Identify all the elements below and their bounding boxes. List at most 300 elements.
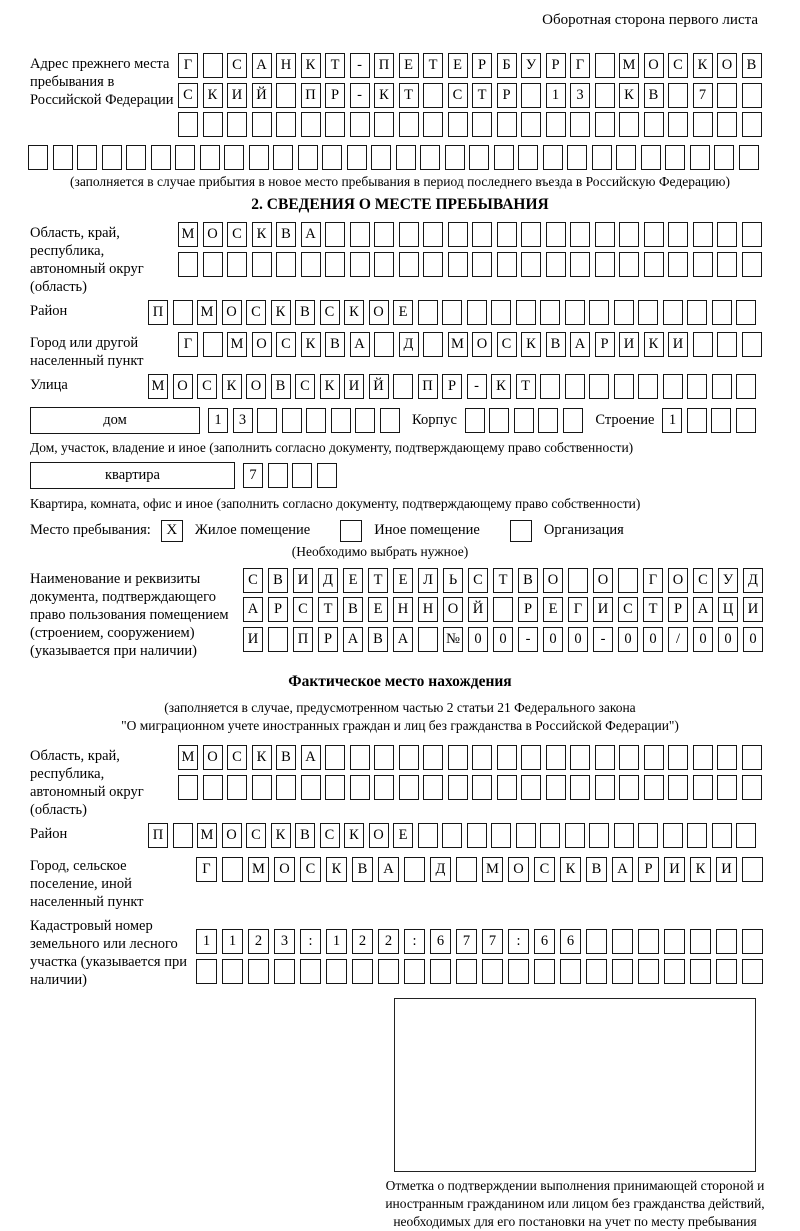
char-cell[interactable]	[589, 823, 609, 848]
char-cell[interactable]: Ц	[718, 597, 738, 622]
char-cell[interactable]	[508, 959, 529, 984]
char-cell[interactable]	[28, 145, 48, 170]
char-cell[interactable]: О	[222, 823, 242, 848]
char-cell[interactable]	[325, 112, 345, 137]
char-cell[interactable]	[494, 145, 514, 170]
char-cell[interactable]: И	[664, 857, 685, 882]
char-cell[interactable]	[546, 745, 566, 770]
char-cell[interactable]	[712, 374, 732, 399]
char-cell[interactable]	[717, 112, 737, 137]
char-cell[interactable]	[560, 959, 581, 984]
char-cell[interactable]: О	[274, 857, 295, 882]
char-cell[interactable]: В	[343, 597, 363, 622]
char-cell[interactable]: Р	[268, 597, 288, 622]
char-cell[interactable]	[292, 463, 312, 488]
char-cell[interactable]	[714, 145, 734, 170]
char-cell[interactable]: А	[301, 222, 321, 247]
char-cell[interactable]	[203, 332, 223, 357]
char-cell[interactable]: П	[293, 627, 313, 652]
char-cell[interactable]: Л	[418, 568, 438, 593]
char-cell[interactable]	[717, 745, 737, 770]
korpus-row[interactable]	[465, 408, 588, 433]
char-cell[interactable]: М	[448, 332, 468, 357]
char-cell[interactable]: В	[352, 857, 373, 882]
char-cell[interactable]	[521, 252, 541, 277]
char-cell[interactable]: О	[644, 53, 664, 78]
char-cell[interactable]	[534, 959, 555, 984]
char-cell[interactable]	[472, 775, 492, 800]
char-cell[interactable]: О	[246, 374, 266, 399]
prev-address-row-1[interactable]	[178, 53, 766, 78]
char-cell[interactable]	[664, 929, 685, 954]
char-cell[interactable]: М	[227, 332, 247, 357]
char-cell[interactable]: В	[644, 83, 664, 108]
char-cell[interactable]	[399, 745, 419, 770]
char-cell[interactable]: 7	[456, 929, 477, 954]
char-cell[interactable]: Г	[568, 597, 588, 622]
char-cell[interactable]	[325, 775, 345, 800]
char-cell[interactable]	[418, 823, 438, 848]
char-cell[interactable]: 0	[693, 627, 713, 652]
char-cell[interactable]	[538, 408, 558, 433]
char-cell[interactable]	[565, 823, 585, 848]
char-cell[interactable]: С	[295, 374, 315, 399]
char-cell[interactable]: И	[668, 332, 688, 357]
fact-kadastr-row-1[interactable]	[196, 929, 768, 954]
char-cell[interactable]: К	[619, 83, 639, 108]
char-cell[interactable]: 1	[222, 929, 243, 954]
char-cell[interactable]: С	[300, 857, 321, 882]
char-cell[interactable]: М	[248, 857, 269, 882]
char-cell[interactable]	[317, 463, 337, 488]
fact-oblast-row-1[interactable]	[178, 745, 766, 770]
char-cell[interactable]: С	[320, 300, 340, 325]
char-cell[interactable]: Т	[516, 374, 536, 399]
char-cell[interactable]	[742, 332, 762, 357]
char-cell[interactable]: :	[404, 929, 425, 954]
char-cell[interactable]	[326, 959, 347, 984]
char-cell[interactable]: 1	[196, 929, 217, 954]
char-cell[interactable]	[224, 145, 244, 170]
char-cell[interactable]: К	[690, 857, 711, 882]
char-cell[interactable]	[430, 959, 451, 984]
char-cell[interactable]	[638, 300, 658, 325]
char-cell[interactable]	[497, 745, 517, 770]
char-cell[interactable]: А	[612, 857, 633, 882]
char-cell[interactable]	[472, 745, 492, 770]
char-cell[interactable]	[448, 775, 468, 800]
char-cell[interactable]	[325, 222, 345, 247]
fact-oblast-row-2[interactable]	[178, 775, 766, 800]
char-cell[interactable]: Р	[442, 374, 462, 399]
char-cell[interactable]: С	[468, 568, 488, 593]
char-cell[interactable]: А	[570, 332, 590, 357]
char-cell[interactable]	[442, 300, 462, 325]
char-cell[interactable]	[540, 823, 560, 848]
char-cell[interactable]	[423, 775, 443, 800]
char-cell[interactable]: Г	[196, 857, 217, 882]
char-cell[interactable]: У	[521, 53, 541, 78]
char-cell[interactable]	[690, 145, 710, 170]
char-cell[interactable]	[563, 408, 583, 433]
char-cell[interactable]: №	[443, 627, 463, 652]
char-cell[interactable]	[693, 745, 713, 770]
char-cell[interactable]: 1	[208, 408, 228, 433]
doc-row-1[interactable]	[243, 568, 768, 593]
char-cell[interactable]: Г	[570, 53, 590, 78]
char-cell[interactable]	[301, 112, 321, 137]
ulitsa-row[interactable]	[148, 374, 761, 399]
char-cell[interactable]	[53, 145, 73, 170]
char-cell[interactable]: Й	[369, 374, 389, 399]
char-cell[interactable]	[619, 222, 639, 247]
char-cell[interactable]: К	[252, 222, 272, 247]
char-cell[interactable]	[497, 775, 517, 800]
char-cell[interactable]: :	[508, 929, 529, 954]
char-cell[interactable]	[276, 112, 296, 137]
char-cell[interactable]	[595, 53, 615, 78]
char-cell[interactable]: М	[178, 745, 198, 770]
char-cell[interactable]: Е	[393, 300, 413, 325]
char-cell[interactable]: В	[368, 627, 388, 652]
char-cell[interactable]: О	[203, 745, 223, 770]
char-cell[interactable]	[325, 745, 345, 770]
char-cell[interactable]	[516, 823, 536, 848]
char-cell[interactable]: 0	[543, 627, 563, 652]
char-cell[interactable]: П	[374, 53, 394, 78]
char-cell[interactable]	[736, 823, 756, 848]
char-cell[interactable]	[306, 408, 326, 433]
char-cell[interactable]	[717, 252, 737, 277]
char-cell[interactable]	[378, 959, 399, 984]
char-cell[interactable]	[540, 300, 560, 325]
char-cell[interactable]: Ь	[443, 568, 463, 593]
char-cell[interactable]: -	[518, 627, 538, 652]
char-cell[interactable]	[497, 112, 517, 137]
char-cell[interactable]: О	[369, 300, 389, 325]
char-cell[interactable]	[374, 252, 394, 277]
char-cell[interactable]	[222, 857, 243, 882]
char-cell[interactable]: С	[618, 597, 638, 622]
char-cell[interactable]: 6	[534, 929, 555, 954]
char-cell[interactable]: Р	[595, 332, 615, 357]
char-cell[interactable]: Г	[178, 332, 198, 357]
char-cell[interactable]: В	[742, 53, 762, 78]
char-cell[interactable]	[586, 959, 607, 984]
doc-row-3[interactable]	[243, 627, 768, 652]
char-cell[interactable]: О	[717, 53, 737, 78]
char-cell[interactable]: 6	[560, 929, 581, 954]
char-cell[interactable]	[568, 568, 588, 593]
char-cell[interactable]: /	[668, 627, 688, 652]
char-cell[interactable]	[423, 252, 443, 277]
char-cell[interactable]: 1	[326, 929, 347, 954]
char-cell[interactable]	[393, 374, 413, 399]
char-cell[interactable]	[151, 145, 171, 170]
char-cell[interactable]	[742, 959, 763, 984]
char-cell[interactable]: К	[491, 374, 511, 399]
char-cell[interactable]: О	[222, 300, 242, 325]
char-cell[interactable]	[222, 959, 243, 984]
char-cell[interactable]	[644, 745, 664, 770]
char-cell[interactable]	[301, 775, 321, 800]
char-cell[interactable]	[465, 408, 485, 433]
char-cell[interactable]: Р	[497, 83, 517, 108]
char-cell[interactable]	[203, 53, 223, 78]
char-cell[interactable]	[736, 374, 756, 399]
checkbox-inoe-pomeshchenie[interactable]	[340, 520, 362, 542]
char-cell[interactable]	[612, 959, 633, 984]
char-cell[interactable]: Б	[497, 53, 517, 78]
char-cell[interactable]: Г	[643, 568, 663, 593]
char-cell[interactable]: О	[203, 222, 223, 247]
char-cell[interactable]: Е	[393, 568, 413, 593]
char-cell[interactable]: 6	[430, 929, 451, 954]
char-cell[interactable]	[268, 627, 288, 652]
char-cell[interactable]: 0	[743, 627, 763, 652]
char-cell[interactable]: Е	[368, 597, 388, 622]
char-cell[interactable]	[668, 745, 688, 770]
char-cell[interactable]	[175, 145, 195, 170]
char-cell[interactable]	[668, 222, 688, 247]
char-cell[interactable]	[712, 823, 732, 848]
kvartira-type-box[interactable]: квартира	[30, 462, 235, 489]
char-cell[interactable]: Т	[325, 53, 345, 78]
char-cell[interactable]: Т	[423, 53, 443, 78]
char-cell[interactable]: К	[203, 83, 223, 108]
char-cell[interactable]	[252, 775, 272, 800]
char-cell[interactable]	[619, 745, 639, 770]
char-cell[interactable]	[586, 929, 607, 954]
char-cell[interactable]	[448, 112, 468, 137]
char-cell[interactable]	[595, 252, 615, 277]
char-cell[interactable]	[374, 112, 394, 137]
char-cell[interactable]	[491, 300, 511, 325]
char-cell[interactable]	[445, 145, 465, 170]
char-cell[interactable]	[543, 145, 563, 170]
char-cell[interactable]	[399, 775, 419, 800]
char-cell[interactable]: М	[178, 222, 198, 247]
char-cell[interactable]	[467, 300, 487, 325]
char-cell[interactable]	[736, 300, 756, 325]
char-cell[interactable]: 7	[243, 463, 263, 488]
char-cell[interactable]	[712, 300, 732, 325]
char-cell[interactable]: С	[320, 823, 340, 848]
char-cell[interactable]: И	[243, 627, 263, 652]
char-cell[interactable]	[595, 222, 615, 247]
char-cell[interactable]	[399, 112, 419, 137]
char-cell[interactable]	[668, 83, 688, 108]
char-cell[interactable]	[472, 222, 492, 247]
char-cell[interactable]	[641, 145, 661, 170]
char-cell[interactable]	[717, 775, 737, 800]
char-cell[interactable]: М	[148, 374, 168, 399]
char-cell[interactable]: Т	[643, 597, 663, 622]
char-cell[interactable]	[739, 145, 759, 170]
char-cell[interactable]	[178, 112, 198, 137]
char-cell[interactable]	[742, 929, 763, 954]
char-cell[interactable]: М	[197, 300, 217, 325]
char-cell[interactable]: С	[693, 568, 713, 593]
char-cell[interactable]	[693, 332, 713, 357]
char-cell[interactable]: 7	[693, 83, 713, 108]
char-cell[interactable]: -	[350, 53, 370, 78]
char-cell[interactable]	[717, 222, 737, 247]
char-cell[interactable]	[565, 300, 585, 325]
char-cell[interactable]	[570, 775, 590, 800]
char-cell[interactable]	[374, 332, 394, 357]
char-cell[interactable]	[203, 112, 223, 137]
char-cell[interactable]: В	[276, 222, 296, 247]
char-cell[interactable]	[644, 252, 664, 277]
char-cell[interactable]: В	[271, 374, 291, 399]
char-cell[interactable]: О	[472, 332, 492, 357]
fact-rayon-row[interactable]	[148, 823, 761, 848]
char-cell[interactable]: О	[443, 597, 463, 622]
char-cell[interactable]	[399, 222, 419, 247]
char-cell[interactable]	[489, 408, 509, 433]
fact-kadastr-row-2[interactable]	[196, 959, 768, 984]
char-cell[interactable]: 0	[493, 627, 513, 652]
char-cell[interactable]	[616, 145, 636, 170]
char-cell[interactable]	[418, 300, 438, 325]
char-cell[interactable]: Е	[543, 597, 563, 622]
char-cell[interactable]	[456, 857, 477, 882]
char-cell[interactable]	[396, 145, 416, 170]
char-cell[interactable]	[173, 823, 193, 848]
char-cell[interactable]	[456, 959, 477, 984]
char-cell[interactable]	[423, 83, 443, 108]
char-cell[interactable]	[497, 252, 517, 277]
char-cell[interactable]	[252, 252, 272, 277]
char-cell[interactable]	[350, 222, 370, 247]
char-cell[interactable]: О	[369, 823, 389, 848]
char-cell[interactable]: К	[252, 745, 272, 770]
char-cell[interactable]: Е	[448, 53, 468, 78]
char-cell[interactable]	[687, 408, 707, 433]
prev-address-row-3[interactable]	[178, 112, 766, 137]
char-cell[interactable]	[331, 408, 351, 433]
char-cell[interactable]	[595, 112, 615, 137]
char-cell[interactable]: К	[521, 332, 541, 357]
char-cell[interactable]	[472, 112, 492, 137]
char-cell[interactable]	[469, 145, 489, 170]
char-cell[interactable]	[472, 252, 492, 277]
char-cell[interactable]	[350, 745, 370, 770]
char-cell[interactable]: С	[227, 745, 247, 770]
char-cell[interactable]	[301, 252, 321, 277]
char-cell[interactable]	[467, 823, 487, 848]
char-cell[interactable]	[423, 745, 443, 770]
char-cell[interactable]	[693, 775, 713, 800]
char-cell[interactable]: К	[644, 332, 664, 357]
char-cell[interactable]	[203, 252, 223, 277]
char-cell[interactable]	[404, 959, 425, 984]
char-cell[interactable]: И	[716, 857, 737, 882]
char-cell[interactable]	[514, 408, 534, 433]
char-cell[interactable]: -	[593, 627, 613, 652]
char-cell[interactable]	[742, 857, 763, 882]
char-cell[interactable]: И	[293, 568, 313, 593]
char-cell[interactable]	[644, 222, 664, 247]
char-cell[interactable]	[227, 252, 247, 277]
char-cell[interactable]	[693, 112, 713, 137]
char-cell[interactable]: Г	[178, 53, 198, 78]
char-cell[interactable]	[380, 408, 400, 433]
char-cell[interactable]	[248, 959, 269, 984]
char-cell[interactable]: П	[148, 823, 168, 848]
char-cell[interactable]	[619, 775, 639, 800]
char-cell[interactable]	[638, 374, 658, 399]
rayon-row[interactable]	[148, 300, 761, 325]
char-cell[interactable]: К	[271, 823, 291, 848]
char-cell[interactable]	[420, 145, 440, 170]
char-cell[interactable]	[178, 775, 198, 800]
char-cell[interactable]	[717, 332, 737, 357]
char-cell[interactable]: Н	[418, 597, 438, 622]
char-cell[interactable]	[742, 222, 762, 247]
checkbox-zhiloe-pomeshchenie[interactable]: X	[161, 520, 183, 542]
kvartira-number-row[interactable]	[243, 463, 341, 488]
char-cell[interactable]	[614, 374, 634, 399]
char-cell[interactable]	[664, 959, 685, 984]
char-cell[interactable]: Д	[430, 857, 451, 882]
char-cell[interactable]: В	[586, 857, 607, 882]
char-cell[interactable]: М	[619, 53, 639, 78]
char-cell[interactable]	[257, 408, 277, 433]
char-cell[interactable]	[717, 83, 737, 108]
char-cell[interactable]	[350, 775, 370, 800]
char-cell[interactable]: 3	[274, 929, 295, 954]
char-cell[interactable]: С	[243, 568, 263, 593]
char-cell[interactable]	[493, 597, 513, 622]
char-cell[interactable]: Т	[493, 568, 513, 593]
char-cell[interactable]: -	[467, 374, 487, 399]
char-cell[interactable]	[644, 112, 664, 137]
char-cell[interactable]	[742, 112, 762, 137]
char-cell[interactable]: Р	[638, 857, 659, 882]
char-cell[interactable]: Р	[518, 597, 538, 622]
char-cell[interactable]: 3	[233, 408, 253, 433]
char-cell[interactable]	[418, 627, 438, 652]
char-cell[interactable]: А	[301, 745, 321, 770]
char-cell[interactable]	[371, 145, 391, 170]
char-cell[interactable]: К	[222, 374, 242, 399]
char-cell[interactable]	[592, 145, 612, 170]
char-cell[interactable]	[742, 83, 762, 108]
char-cell[interactable]: О	[252, 332, 272, 357]
char-cell[interactable]	[274, 959, 295, 984]
char-cell[interactable]: 1	[546, 83, 566, 108]
char-cell[interactable]	[252, 112, 272, 137]
char-cell[interactable]	[742, 745, 762, 770]
char-cell[interactable]: В	[276, 745, 296, 770]
char-cell[interactable]: С	[197, 374, 217, 399]
char-cell[interactable]: 2	[248, 929, 269, 954]
char-cell[interactable]	[619, 112, 639, 137]
char-cell[interactable]	[644, 775, 664, 800]
char-cell[interactable]: С	[246, 823, 266, 848]
char-cell[interactable]: 0	[618, 627, 638, 652]
char-cell[interactable]	[546, 252, 566, 277]
char-cell[interactable]: Е	[393, 823, 413, 848]
char-cell[interactable]: К	[271, 300, 291, 325]
char-cell[interactable]: А	[378, 857, 399, 882]
char-cell[interactable]: С	[178, 83, 198, 108]
char-cell[interactable]: Р	[318, 627, 338, 652]
char-cell[interactable]	[518, 145, 538, 170]
char-cell[interactable]: Т	[399, 83, 419, 108]
